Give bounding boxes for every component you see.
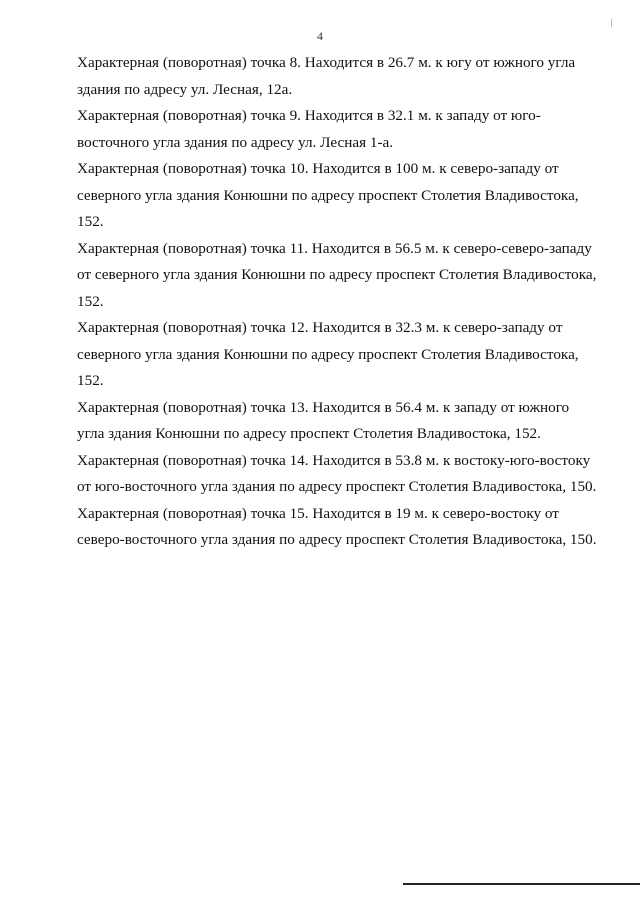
text-line: от юго-восточного угла здания по адресу проспект Столетия Владивостока, 150.: [77, 478, 597, 495]
text-line: от северного угла здания Конюшни по адресу проспект Столетия Владивостока,: [77, 266, 597, 283]
text-line: северо-восточного угла здания по адресу проспект Столетия Владивостока, 150.: [77, 531, 597, 548]
text-line: северного угла здания Конюшни по адресу проспект Столетия Владивостока,: [77, 186, 579, 204]
text-line: Характерная (поворотная) точка 8. Находится в 26.7 м. к югу от южного угла: [77, 54, 576, 71]
text-line: 152.: [77, 292, 104, 310]
text-line: Характерная (поворотная) точка 14. Находится в 53.8 м. к востоку-юго-востоку: [77, 451, 591, 469]
text-line: Характерная (поворотная) точка 11. Находится в 56.5 м. к северо-северо-западу: [77, 239, 592, 257]
text-line: Характерная (поворотная) точка 9. Находится в 32.1 м. к западу от юго-: [77, 107, 541, 124]
text-line: Характерная (поворотная) точка 13. Находится в 56.4 м. к западу от южного: [77, 398, 570, 416]
margin-tick-mark: [611, 19, 612, 27]
text-line: восточного угла здания по адресу ул. Лесная 1-а.: [77, 133, 394, 151]
text-line: 152.: [77, 372, 104, 389]
document-body: [0, 50, 640, 554]
text-line: северного угла здания Конюшни по адресу проспект Столетия Владивостока,: [77, 345, 579, 363]
page-number: 4: [317, 29, 323, 43]
text-line: 152.: [77, 213, 104, 230]
text-line: Характерная (поворотная) точка 15. Находится в 19 м. к северо-востоку от: [77, 504, 559, 522]
text-line: Характерная (поворотная) точка 10. Находится в 100 м. к северо-западу от: [77, 160, 559, 177]
bottom-rule: [403, 883, 640, 885]
text-line: здания по адресу ул. Лесная, 12а.: [77, 80, 293, 98]
text-line: Характерная (поворотная) точка 12. Находится в 32.3 м. к северо-западу от: [77, 319, 563, 336]
text-line: угла здания Конюшни по адресу проспект Столетия Владивостока, 152.: [77, 425, 541, 442]
